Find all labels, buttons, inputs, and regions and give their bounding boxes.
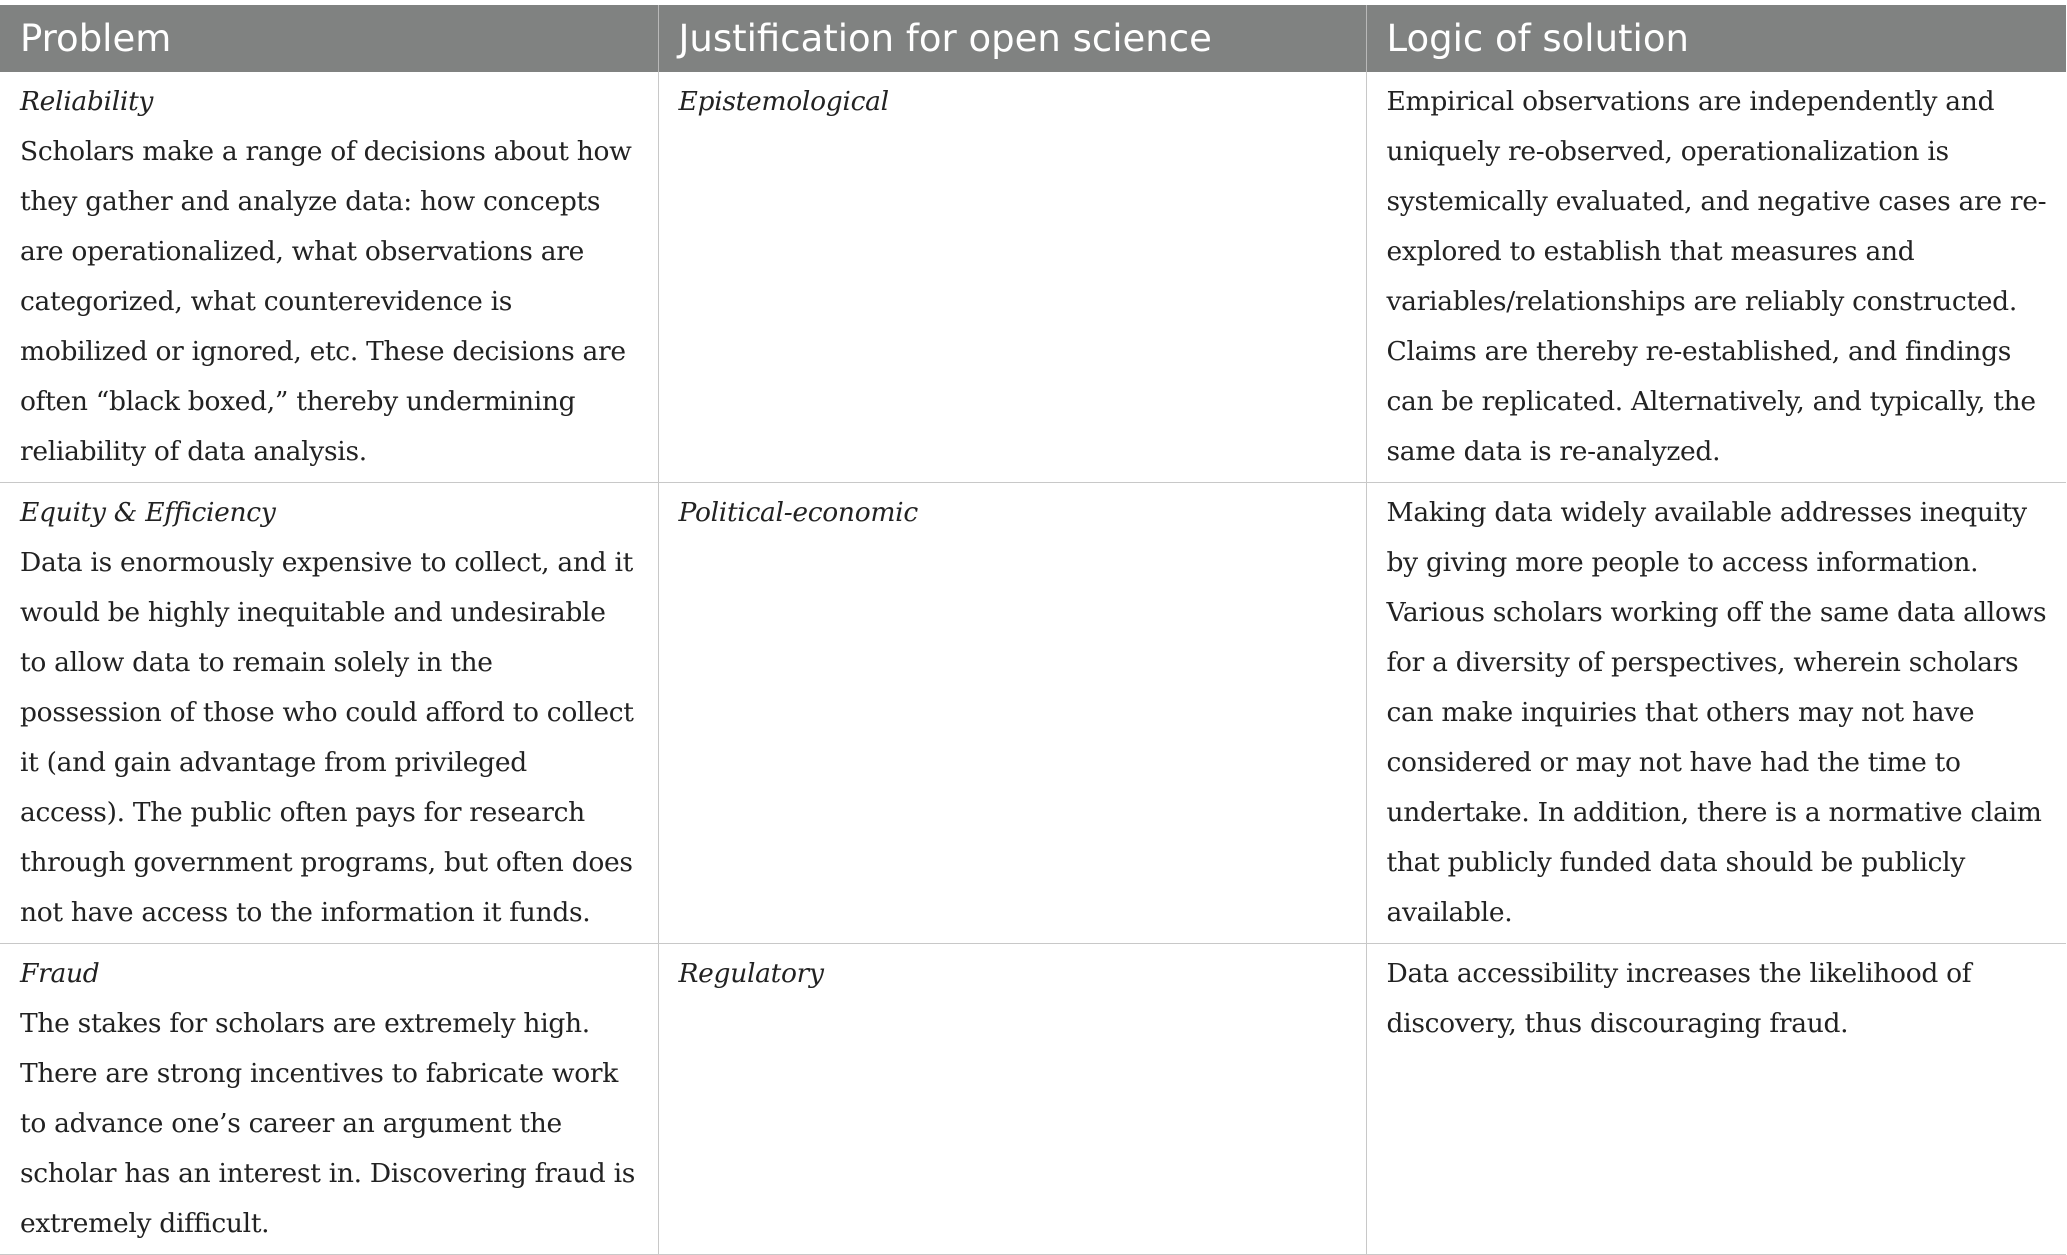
logic-text: Data accessibility increases the likelihood of discovery, thus discouraging fraud. (1386, 958, 1972, 1039)
justification-cell (658, 72, 1366, 483)
problem-cell (0, 72, 658, 483)
problem-description: Scholars make a range of decisions about how they gather and analyze data: how concepts are operationalized, what observations are categorized, what counterevidence is mobilized or ignored, etc. These decisions are often “black boxed,” thereby undermining reliability of data analysis. (20, 136, 632, 467)
justification-cell (658, 944, 1366, 1255)
logic-cell (1366, 72, 2066, 483)
logic-text: Making data widely available addresses inequity by giving more people to access information. Various scholars working off the same data allows for a diversity of perspectives, wherein scholars can make inquiries that others may not have considered or may not have had the time to undertake. In addition, there is a normative claim that publicly funded data should be publicly available. (1386, 497, 2047, 928)
logic-cell (1366, 944, 2066, 1255)
open-science-table (0, 5, 2066, 1255)
table-row (0, 72, 2066, 483)
justification-label: Epistemological (678, 86, 889, 117)
justification-cell (658, 483, 1366, 944)
problem-description: The stakes for scholars are extremely high. There are strong incentives to fabricate work to advance one’s career an argument the scholar has an interest in. Discovering fraud is extremely difficult. (20, 1008, 636, 1239)
problem-label: Fraud (20, 958, 100, 989)
header-row (0, 5, 2066, 72)
problem-description: Data is enormously expensive to collect, and it would be highly inequitable and undesirable to allow data to remain solely in the possession of those who could afford to collect it (and gain advantage from privileged access). The public often pays for research through government programs, but often does not have access to the information it funds. (20, 547, 634, 928)
problem-label: Equity & Efficiency (20, 497, 276, 528)
problem-cell (0, 483, 658, 944)
column-header-logic: Logic of solution (1366, 5, 2066, 72)
column-header-problem: Problem (0, 5, 658, 72)
problem-cell (0, 944, 658, 1255)
justification-label: Political-economic (678, 497, 918, 528)
problem-label: Reliability (20, 86, 154, 117)
table (0, 5, 2066, 1255)
table-body (0, 72, 2066, 1255)
table-row (0, 944, 2066, 1255)
table-header (0, 5, 2066, 72)
justification-label: Regulatory (678, 958, 824, 989)
column-header-justification: Justification for open science (658, 5, 1366, 72)
table-row (0, 483, 2066, 944)
logic-cell (1366, 483, 2066, 944)
logic-text: Empirical observations are independently and uniquely re-observed, operationalization is systemically evaluated, and negative cases are re-explored to establish that measures and variables/relationships are reliably constructed. Claims are thereby re-established, and findings can be replicated. Alternatively, and typically, the same data is re-analyzed. (1386, 86, 2047, 467)
